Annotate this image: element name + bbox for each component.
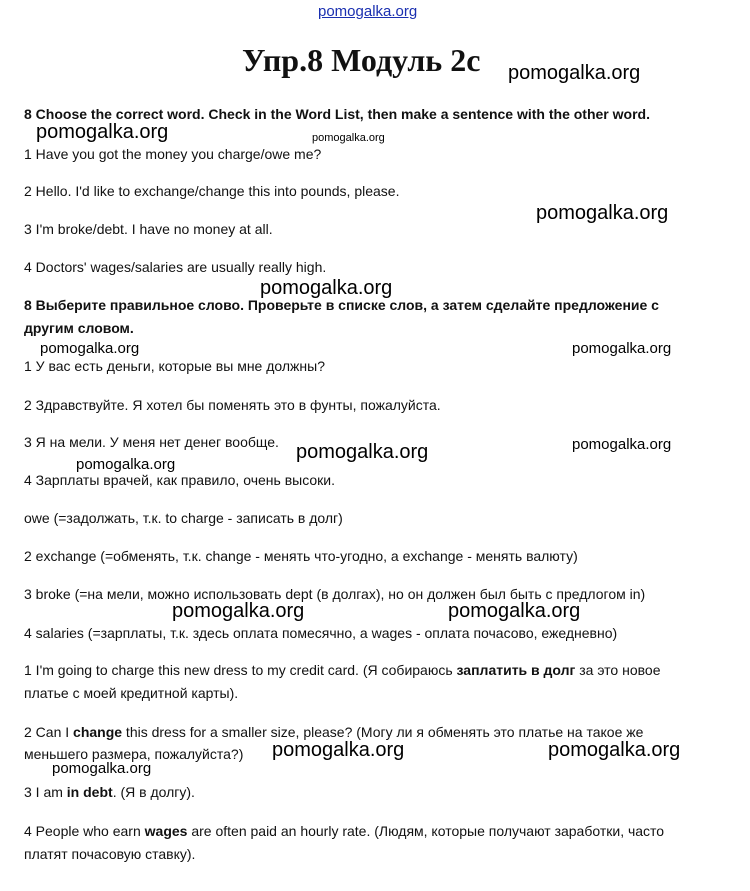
task-item-ru-1: 1 У вас есть деньги, которые вы мне должны? [24,358,325,374]
task-item-ru-3: 3 Я на мели. У меня нет денег вообще. [24,434,279,450]
watermark: pomogalka.org [572,340,672,357]
watermark: pomogalka.org [40,340,140,357]
answer-2: 2 exchange (=обменять, т.к. change - менять что-угодно, а exchange - менять валюту) [24,548,578,564]
watermark: pomogalka.org [448,600,581,622]
sentence-4 [24,822,664,840]
watermark: pomogalka.org [52,760,152,777]
sentence-2-cont: меньшего размера, пожалуйста?) [24,746,244,762]
watermark: pomogalka.org [572,436,672,453]
sentence-1 [24,661,660,679]
watermark: pomogalka.org [172,600,305,622]
sentence-2-text-end: this dress for a smaller size, please? (Могу ли я обменять это платье на такое же [122,724,644,740]
task-heading-en: 8 Choose the correct word. Check in the Word List, then make a sentence with the other word. [24,106,650,122]
page-title: Упр.8 Модуль 2с [242,42,481,78]
task-item-ru-4: 4 Зарплаты врачей, как правило, очень высоки. [24,472,335,488]
watermark: pomogalka.org [536,202,669,224]
sentence-3-text: 3 I am [24,784,67,800]
watermark: pomogalka.org [272,739,405,761]
sentence-1-text-end: за это новое [575,662,661,678]
answer-4: 4 salaries (=зарплаты, т.к. здесь оплата помесячно, а wages - оплата почасово, ежедневно) [24,625,618,641]
watermark: pomogalka.org [508,62,641,84]
task-heading-ru-cont: другим словом. [24,320,134,336]
site-link[interactable]: pomogalka.org [318,3,418,20]
watermark: pomogalka.org [548,739,681,761]
sentence-4-text-end: are often paid an hourly rate. (Людям, которые получают заработки, часто [187,823,665,839]
watermark: pomogalka.org [312,132,385,144]
task-heading-ru: 8 Выберите правильное слово. Проверьте в списке слов, а затем сделайте предложение с [24,297,659,313]
task-item-en-1: 1 Have you got the money you charge/owe me? [24,146,322,162]
sentence-4-cont: платят почасовую ставку). [24,846,196,862]
sentence-1-cont: платье с моей кредитной карты). [24,685,239,701]
sentence-1-key: заплатить в долг [456,662,576,678]
task-item-en-4: 4 Doctors' wages/salaries are usually really high. [24,259,327,275]
task-item-en-3: 3 I'm broke/debt. I have no money at all. [24,221,273,237]
sentence-3-text-end: . (Я в долгу). [112,784,195,800]
answer-3: 3 broke (=на мели, можно использовать dept (в долгах), но он должен был быть с предлогом in) [24,586,646,602]
answer-1: owe (=задолжать, т.к. to charge - записать в долг) [24,510,343,526]
watermark: pomogalka.org [296,441,429,463]
sentence-4-text: 4 People who earn [24,823,145,839]
sentence-2-text: 2 Can I [24,724,74,740]
sentence-1-text: 1 I'm going to charge this new dress to my credit card. (Я собираюсь [24,662,457,678]
watermark: pomogalka.org [260,277,393,299]
sentence-4-key: wages [144,823,188,839]
sentence-3-key: in debt [66,784,113,800]
sentence-3 [24,783,195,801]
sentence-2-key: change [73,724,123,740]
task-item-ru-2: 2 Здравствуйте. Я хотел бы поменять это в фунты, пожалуйста. [24,397,441,413]
watermark: pomogalka.org [76,456,176,473]
task-item-en-2: 2 Hello. I'd like to exchange/change this into pounds, please. [24,183,400,199]
watermark: pomogalka.org [36,121,169,143]
